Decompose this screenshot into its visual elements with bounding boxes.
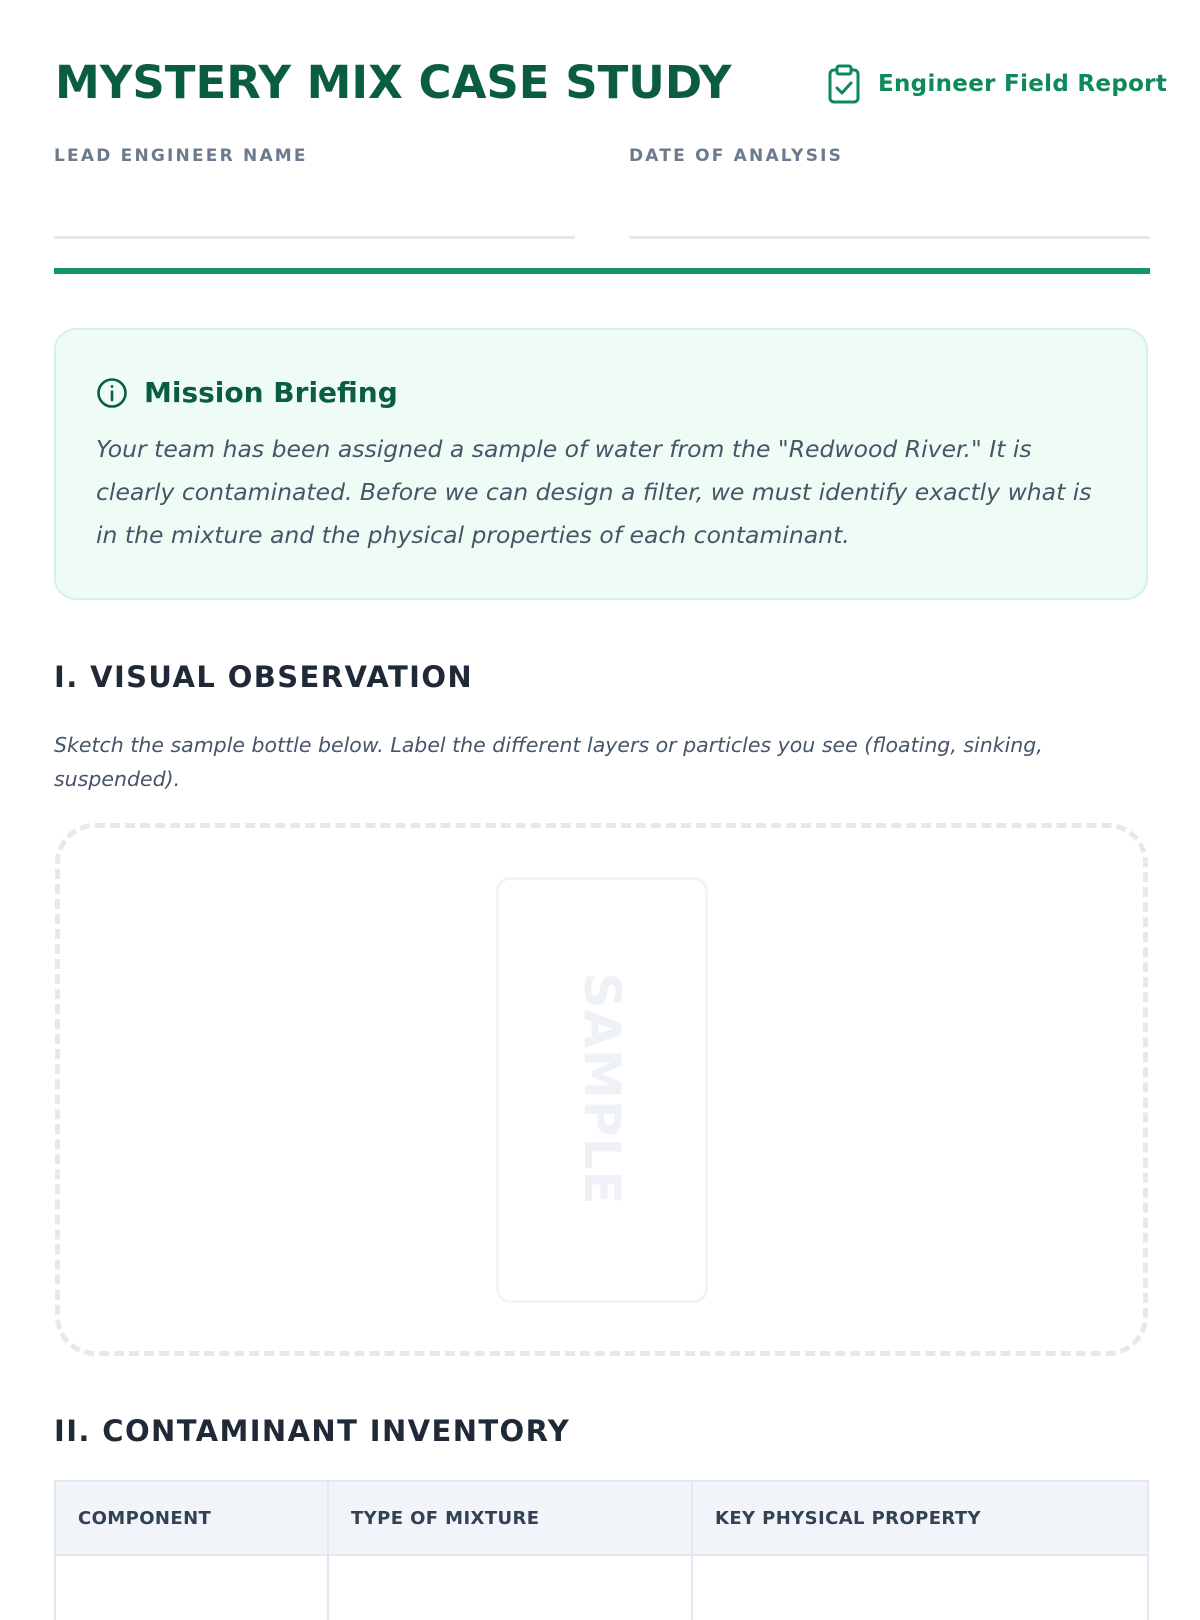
column-header-component: COMPONENT — [56, 1482, 328, 1555]
report-label: Engineer Field Report — [878, 71, 1168, 97]
header-divider — [54, 268, 1150, 274]
mission-briefing-title: Mission Briefing — [144, 376, 398, 409]
column-header-type-of-mixture: TYPE OF MIXTURE — [328, 1482, 692, 1555]
date-of-analysis-input-line[interactable] — [629, 236, 1150, 239]
table-cell-key-physical-property[interactable] — [692, 1555, 1147, 1620]
table-cell-type-of-mixture[interactable] — [328, 1555, 692, 1620]
clipboard-check-icon — [826, 64, 862, 104]
visual-observation-instructions: Sketch the sample bottle below. Label the different layers or particles you see (floating, sinking, suspended). — [54, 733, 1043, 791]
report-tag — [826, 64, 1167, 104]
contaminant-inventory-title: II. CONTAMINANT INVENTORY — [54, 1414, 571, 1448]
mission-briefing-text: Your team has been assigned a sample of water from the "Redwood River." It is clearly contaminated. Before we can design a filter, we must identify exactly what is in the mixture and the physical properties of each contaminant. — [96, 435, 1092, 549]
table-cell-component[interactable] — [56, 1555, 328, 1620]
contaminant-table — [54, 1480, 1149, 1620]
lead-engineer-input-line[interactable] — [54, 236, 575, 239]
visual-observation-title: I. VISUAL OBSERVATION — [54, 660, 474, 694]
page-title: MYSTERY MIX CASE STUDY — [55, 56, 732, 109]
table-header-row — [56, 1482, 1147, 1555]
table-row — [56, 1555, 1147, 1620]
date-of-analysis-label: DATE OF ANALYSIS — [629, 146, 844, 166]
lead-engineer-label: LEAD ENGINEER NAME — [54, 146, 308, 166]
info-icon — [96, 377, 128, 409]
mission-briefing-header — [96, 376, 398, 409]
sample-bottle-label: SAMPLE — [573, 972, 631, 1206]
column-header-key-physical-property: KEY PHYSICAL PROPERTY — [692, 1482, 1147, 1555]
